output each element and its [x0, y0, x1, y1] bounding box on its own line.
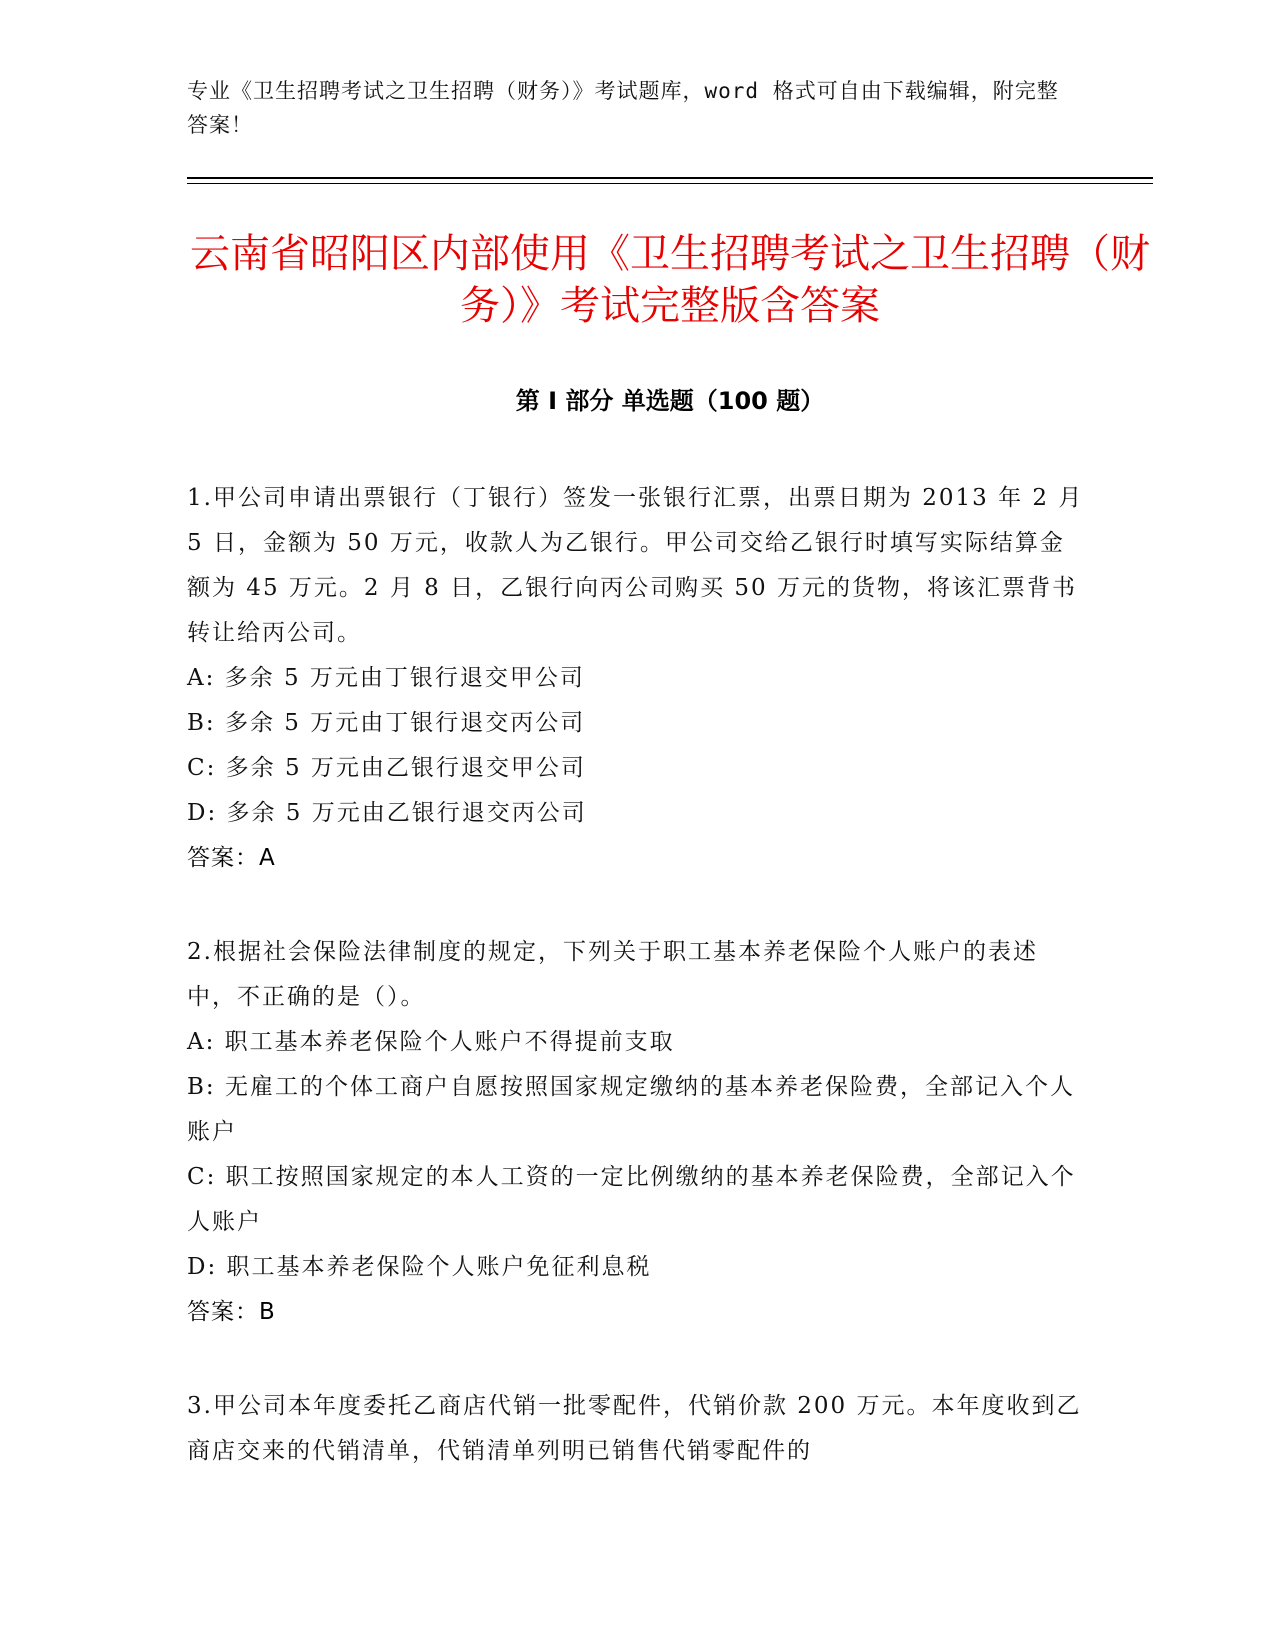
question-stem: 3.甲公司本年度委托乙商店代销一批零配件，代销价款 200 万元。本年度收到乙商店交来的代销清单，代销清单列明已销售代销零配件的: [187, 1393, 1082, 1464]
header-rule-thin: [187, 183, 1153, 184]
answer: 答案：B: [187, 1299, 276, 1325]
header-note: 专业《卫生招聘考试之卫生招聘（财务）》考试题库，word 格式可自由下载编辑，附完整答案！: [187, 79, 1059, 137]
question-stem: 2.根据社会保险法律制度的规定，下列关于职工基本养老保险个人账户的表述中，不正确的是（）。: [187, 939, 1038, 1010]
option-a: A: 职工基本养老保险个人账户不得提前支取: [187, 1029, 675, 1055]
option-b: B: 无雇工的个体工商户自愿按照国家规定缴纳的基本养老保险费，全部记入个人账户: [187, 1074, 1075, 1145]
header-rule-thick: [187, 177, 1153, 179]
question-1: [187, 476, 1087, 881]
option-b: B: 多余 5 万元由丁银行退交丙公司: [187, 710, 586, 736]
answer: 答案：A: [187, 845, 276, 871]
option-a: A: 多余 5 万元由丁银行退交甲公司: [187, 665, 585, 691]
document-title: 云南省昭阳区内部使用《卫生招聘考试之卫生招聘（财务）》考试完整版含答案: [190, 231, 1150, 329]
question-2: [187, 930, 1087, 1335]
option-d: D: 多余 5 万元由乙银行退交丙公司: [187, 800, 587, 826]
option-c: C: 职工按照国家规定的本人工资的一定比例缴纳的基本养老保险费，全部记入个人账户: [187, 1164, 1076, 1235]
question-3: [187, 1384, 1087, 1474]
question-stem: 1.甲公司申请出票银行（丁银行）签发一张银行汇票，出票日期为 2013 年 2 月 5 日，金额为 50 万元，收款人为乙银行。甲公司交给乙银行时填写实际结算金额为 45 万元。2 月 8 日，乙银行向丙公司购买 50 万元的货物，将该汇票背书转让给丙公司。: [187, 485, 1084, 646]
option-d: D: 职工基本养老保险个人账户免征利息税: [187, 1254, 652, 1280]
section-title: 第 I 部分 单选题（100 题）: [515, 387, 825, 415]
option-c: C: 多余 5 万元由乙银行退交甲公司: [187, 755, 586, 781]
